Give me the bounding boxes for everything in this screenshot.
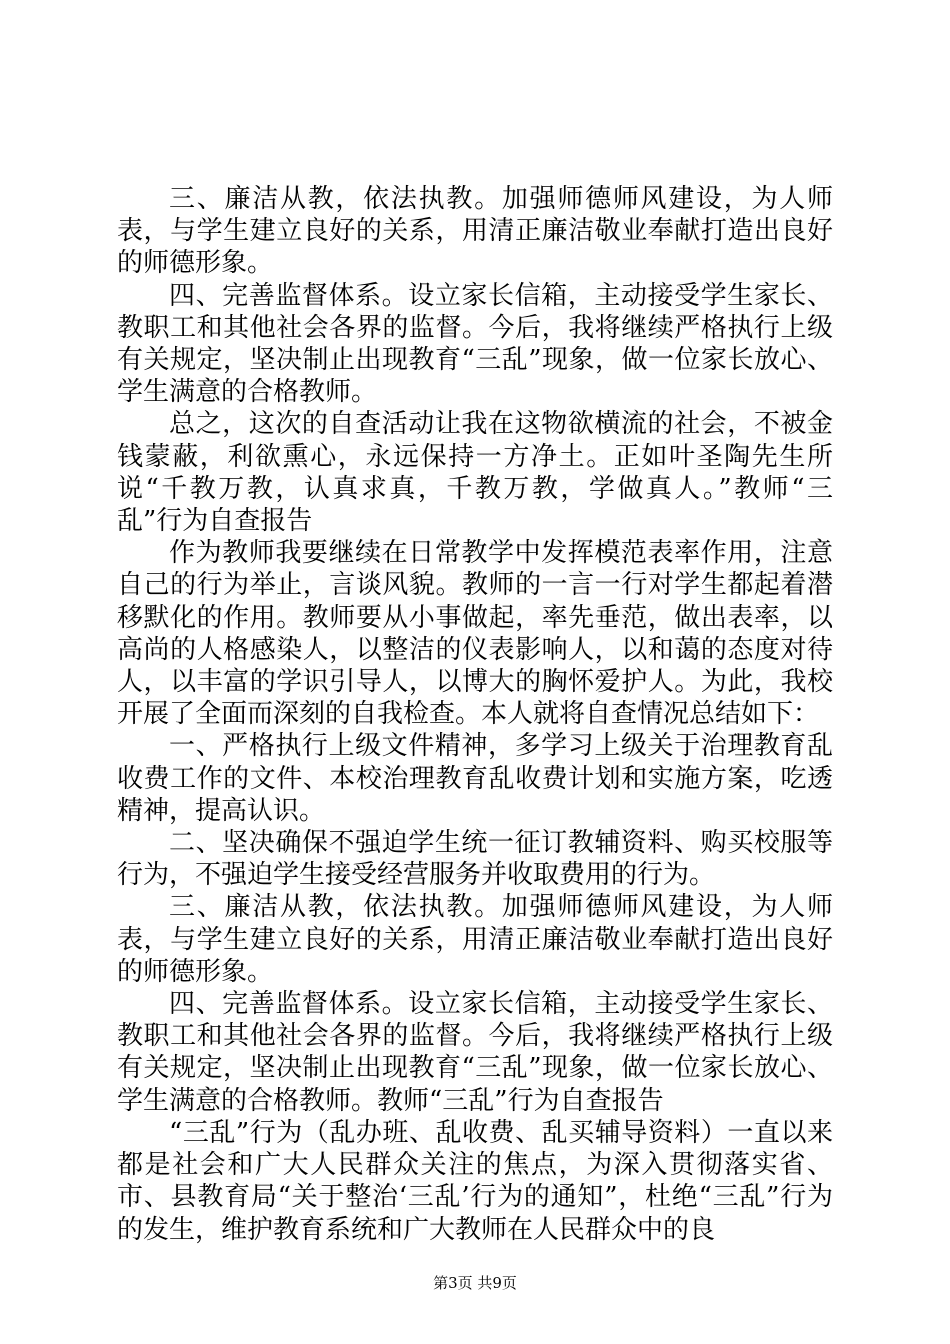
paragraph: 作为教师我要继续在日常教学中发挥模范表率作用，注意自己的行为举止，言谈风貌。教师的一言一行对学生都起着潜移默化的作用。教师要从小事做起，率先垂范，做出表率，以高尚的人格感染人，以整洁的仪表影响人，以和蔼的态度对待人，以丰富的学识引导人，以博大的胸怀爱护人。为此，我校开展了全面而深刻的自我检查。本人就将自查情况总结如下：: [117, 538, 833, 730]
document-body: [117, 183, 833, 1246]
paragraph: 四、完善监督体系。设立家长信箱，主动接受学生家长、教职工和其他社会各界的监督。今后，我将继续严格执行上级有关规定，坚决制止出现教育“三乱”现象，做一位家长放心、学生满意的合格教师。教师“三乱”行为自查报告: [117, 989, 833, 1116]
paragraph: 二、坚决确保不强迫学生统一征订教辅资料、购买校服等行为，不强迫学生接受经营服务并收取费用的行为。: [117, 828, 833, 891]
paragraph: 总之，这次的自查活动让我在这物欲横流的社会，不被金钱蒙蔽，利欲熏心，永远保持一方净土。正如叶圣陶先生所说“千教万教，认真求真，千教万教，学做真人。”教师“三乱”行为自查报告: [117, 409, 833, 537]
page-number-footer: 第3页 共9页: [433, 1274, 517, 1292]
paragraph: 三、廉洁从教，依法执教。加强师德师风建设，为人师表，与学生建立良好的关系，用清正廉洁敬业奉献打造出良好的师德形象。: [117, 184, 833, 279]
paragraph: 三、廉洁从教，依法执教。加强师德师风建设，为人师表，与学生建立良好的关系，用清正廉洁敬业奉献打造出良好的师德形象。: [117, 892, 833, 987]
paragraph: 一、严格执行上级文件精神，多学习上级关于治理教育乱收费工作的文件、本校治理教育乱收费计划和实施方案，吃透精神，提高认识。: [117, 731, 833, 826]
paragraph: 四、完善监督体系。设立家长信箱，主动接受学生家长、教职工和其他社会各界的监督。今后，我将继续严格执行上级有关规定，坚决制止出现教育“三乱”现象，做一位家长放心、学生满意的合格教师。: [117, 280, 833, 408]
paragraph: “三乱”行为（乱办班、乱收费、乱买辅导资料）一直以来都是社会和广大人民群众关注的焦点，为深入贯彻落实省、市、县教育局“关于整治‘三乱’行为的通知”，杜绝“三乱”行为的发生，维护教育系统和广大教师在人民群众中的良: [117, 1117, 833, 1245]
